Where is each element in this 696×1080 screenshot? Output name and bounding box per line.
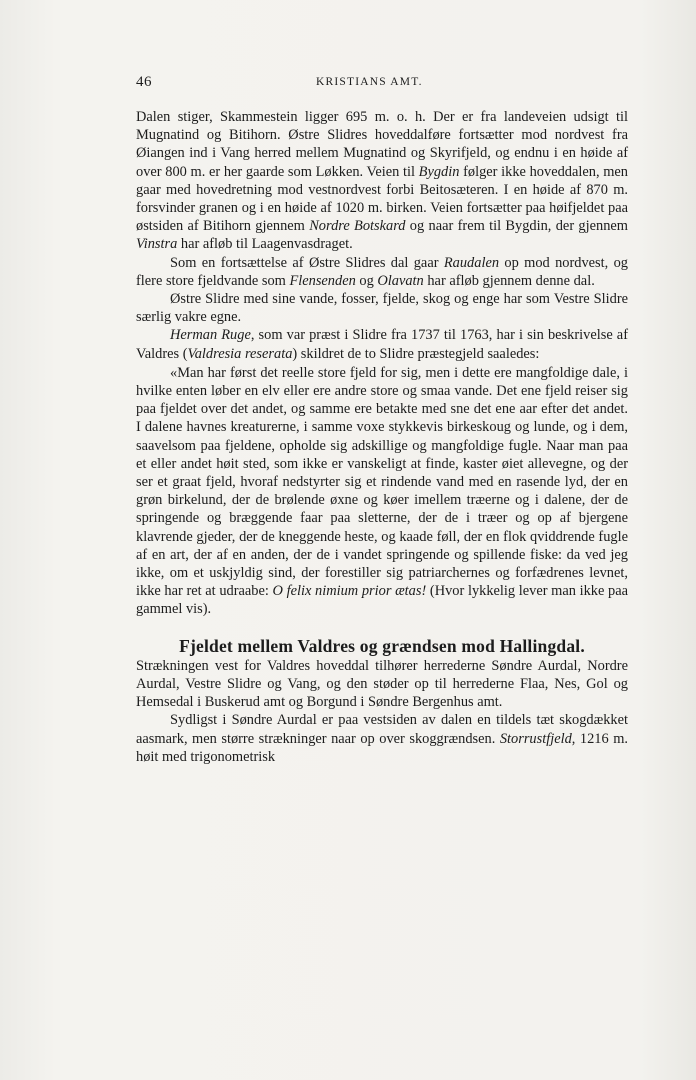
- section-heading: Fjeldet mellem Valdres og grændsen mod Hallingdal.: [179, 635, 585, 656]
- paragraph: Som en fortsættelse af Østre Slidres dal gaar Raudalen op mod nordvest, og flere store fjeldvande som Flensenden og Olavatn har afløb gjennem denne dal.: [136, 254, 628, 289]
- paragraph: Østre Slidre med sine vande, fosser, fjelde, skog og enge har som Vestre Slidre særlig vakre egne.: [136, 291, 628, 326]
- body-text: [136, 108, 628, 766]
- page-number: 46: [136, 74, 152, 90]
- quotation: «Man har først det reelle store fjeld for sig, men i dette ere mangfoldige dale, i hvilke enten løber en elv eller ere andre store og smaa vande. Det ene fjeld reiser sig paa fjeldet over det andet, og samme ere betakte med sne det ene aar efter det andet. I dalene havnes kreaturerne, i samme voxe stykkevis birkeskoug og lunde, og i dem, saavelsom paa fjeldene, opholde sig adskillige og mangfoldige fugle. Naar man paa et eller andet høit sted, som ikke er vanskeligt at finde, kaster øiet allevegne, og der ser et graat fjeld, hvoraf nedstyrter sig et rindende vand med en rasende lyd, der en grøn birkelund, der de brølende øxne og køer imellem træerne og i dalene, der de springende og bræggende faar paa sletterne, der de i træer og op af bjergene klavrende gjeder, der de kneggende heste, og kaade føll, der en flok qviddrende fugle af en art, der af en anden, der de i vandet springende og spillende fiske: da ved jeg ikke, om et uskjyldig sind, der forestiller sig patriarchernes og forfædrenes levnet, ikke har ret at udraabe: O felix nimium prior ætas! (Hvor lykkelig lever man ikke paa gammel vis).: [136, 364, 629, 618]
- paragraph: Sydligst i Søndre Aurdal er paa vestsiden av dalen en tildels tæt skogdækket aasmark, men større strækninger naar op over skoggrændsen. Storrustfjeld, 1216 m. høit med trigonometrisk: [136, 712, 628, 765]
- page-header: [136, 74, 628, 96]
- running-title: KRISTIANS AMT.: [316, 76, 423, 88]
- paragraph: Herman Ruge, som var præst i Slidre fra 1737 til 1763, har i sin beskrivelse af Valdres (Valdresia reserata) skildret de to Slidre præstegjeld saaledes:: [136, 327, 628, 362]
- paragraph: Strækningen vest for Valdres hoveddal tilhører herrederne Søndre Aurdal, Nordre Aurdal, Vestre Slidre og Vang, og den støder op til herrederne Flaa, Nes, Gol og Hemsedal i Buskerud amt og Borgund i Søndre Bergenhus amt.: [136, 657, 628, 711]
- paragraph: Dalen stiger, Skammestein ligger 695 m. o. h. Der er fra landeveien udsigt til Mugnatind og Bitihorn. Østre Slidres hoveddalføre fortsætter mod nordvest fra Øiangen ind i Vang herred mellem Mugnatind og Skyrifjeld, og endnu i en høide af over 800 m. er her gaarde som Løkken. Veien til Bygdin følger ikke hoveddalen, men gaar med hovedretning mod vestnordvest forbi Beitosæteren. I en høide af 870 m. forsvinder granen og i en høide af 1020 m. birken. Veien fortsætter paa høifjeldet paa østsiden af Bitihorn gjennem Nordre Botskard og naar frem til Bygdin, der gjennem Vinstra har afløb til Laagenvasdraget.: [136, 109, 628, 253]
